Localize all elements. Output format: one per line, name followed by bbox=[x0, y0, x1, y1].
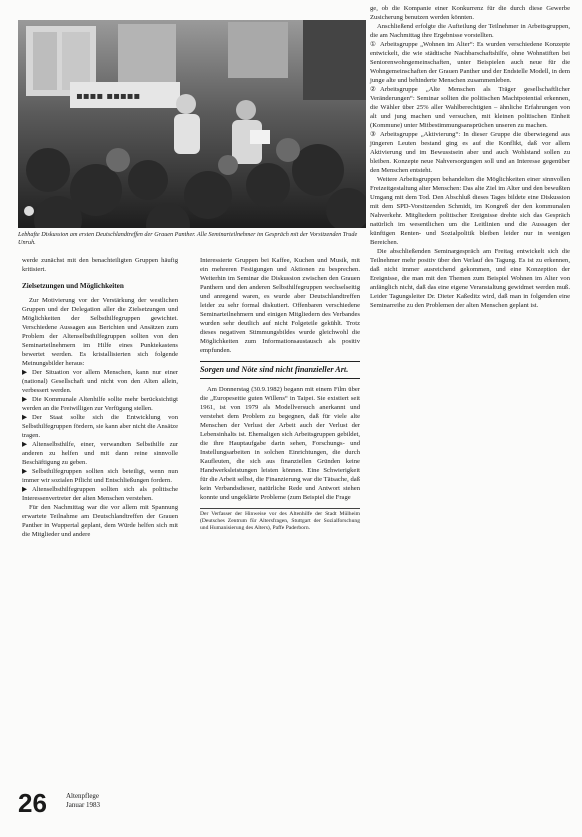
paragraph: Zur Motivierung vor der Verstärkung der westlichen Gruppen und der Delegation aller die Zielsetzungen und Möglichkeiten der Selbsthilfegruppen gewichtet. Verschiedene Aussagen aus Berichten und Ansätzen zum Problem der Altenselbsthilfegruppen sollten von den Seminarteilnehmern im Hilfe eines Punktekastens bewertet werden. Es kristallisierten sich folgende Meinungsbilder heraus: bbox=[22, 297, 178, 367]
photo-caption: Lebhafte Diskussion am ersten Deutschlandtreffen der Grauen Panther. Alle Seminarteilnehmer im Gespräch mit der Vorsitzenden Trude Unruh. bbox=[18, 231, 358, 246]
box-heading: Sorgen und Nöte sind nicht finanzieller Art. bbox=[200, 361, 360, 379]
list-item-text: Selbsthilfegruppen sollten sich beteiligt, wenn nun immer wir sozialen Pflicht und Entschließungen fordern. bbox=[22, 468, 178, 484]
list-item-text: Arbeitsgruppe „Alte Menschen als Träger gesellschaftlicher Veränderungen“: Seminar sollten die politischen Machtpotential erkennen, die Wähler über 25% aller Wahlberechtigten – ähnliche Erfahrungen von alt und jung machen und versuchen, mit kleinen politischen Einheit (Kommune) unter Mitbestimmungsansprüchen unseren zu machen. bbox=[370, 86, 570, 129]
paragraph: Am Donnerstag (30.9.1982) begann mit einem Film über die „Europeseitie guten Willens“ in Taipei. Sie existiert seit 1961, ist von 1979 als Modellversuch anerkannt und verstehet dem Problem zu begegnen, daß für viele alte Menschen der Verlust der Arbeit auch der Verlust der Lebensinhalts ist. Ehemaligen sich Arbeitsgruppen gebildet, die ihre Hauptaufgabe darin sehen, Forschungs- und Instellungsarbeiten in solchen Einrichtungen, die durch Kaufleuten, die sich aus finanziellen Gründen keine Handwerksleistungen leisten können. Eine Schwierigkeit für die Arbeit selbst, die Finanzierung war die Tätsache, daß kein Verbandsdieser, natürliche Rede und Antwort stehen konnte und ungeklärte Probleme (zum Beispiel die Frage bbox=[200, 386, 360, 501]
list-item bbox=[22, 467, 178, 485]
column-1 bbox=[22, 256, 178, 539]
list-item bbox=[370, 85, 570, 130]
magazine-title: Altenpflege bbox=[66, 792, 100, 800]
seminar-photo bbox=[18, 20, 366, 228]
paragraph: Interessierte Gruppen bei Kaffee, Kuchen und Musik, mit ein mehreren Festigungen und Aktionen zu besprechen. Weiterhin im Seminar die Diskussion zwischen den Grauen Panthern und den anderen Selbsthilfegruppen wechselseitig und anregend waren, es wurde aber Deutschlandtreffen leider zu sehr formal diskutiert. Offenbaren verschiedene Seminarteilnehmern und einigen Mitgliedern des Verbandes wurden sehr deutlich auf nicht Folgeteile gekühlt. Trotz dieses negativen Stimmungsbildes wurde gleichwohl die Möglichkeiten zum Informationsaustausch als positiv empfunden. bbox=[200, 257, 360, 354]
paragraph: Für den Nachmittag war die vor allem mit Spannung erwartete Teilnahme am Deutschlandtreffen der Grauen Panther in Wuppertal geplant, dem Würde helfen sich mit die Mitglieder und andere bbox=[22, 504, 178, 538]
numbered-circle-1-icon: ① bbox=[370, 41, 376, 48]
list-item bbox=[22, 368, 178, 395]
footnote: Der Verfasser der Hinweise vor des Altenhilfe der Stadt Mülheim (Deutsches Zentrum für Altersfragen, Stuttgart der Sozialforschung und Humanisierung des Alters), Paffe Paderborn. bbox=[200, 508, 360, 532]
list-item bbox=[22, 485, 178, 503]
section-heading: Zielsetzungen und Möglichkeiten bbox=[22, 282, 124, 290]
paragraph: Anschließend erfolgte die Aufteilung der Teilnehmer in Arbeitsgruppen, die am Nachmittag ihre Ergebnisse vorstellten. bbox=[370, 23, 570, 39]
list-item-text: Altenselbsthilfe, einer, verwandten Selbsthilfe zur anderen zu helfen und mit dann reine sinnvolle Beschäftigung zu geben. bbox=[22, 441, 178, 466]
numbered-circle-3-icon: ③ bbox=[370, 131, 376, 138]
list-item-text: Arbeitsgruppe „Wohnen im Alter“: Es wurden verschiedene Konzepte entwickelt, die wie städtische Nachbarschaftshilfe, ohne Wohnstiften bei Seniorenwohngemeinschaften, unter Beispielen auch neue für die Wohngemeinschaften der Grauen Panther und der Endstelle Modell, in dem junge alte und behinderte Menschen zusammenleben. bbox=[370, 41, 570, 84]
list-item-text: Altenselbsthilfegruppen sollten sich als politische Interessenvertreter der alten Menschen verstehen. bbox=[22, 486, 178, 502]
triangle-bullet-icon: ▶ bbox=[22, 414, 28, 421]
list-item-text: Der Situation vor allem Menschen, kann nur einer (national) Gesellschaft und nicht von den Alten allein, verbessert werden. bbox=[22, 369, 178, 394]
list-item bbox=[370, 130, 570, 175]
list-item-text: Die Kommunale Altenhilfe sollte mehr berücksichtigt werden an die Freiwilligen zur Verfügung stellen. bbox=[22, 396, 178, 412]
magazine-issue: Januar 1983 bbox=[66, 801, 101, 809]
list-item bbox=[22, 413, 178, 440]
paragraph: ge, ob die Kompanie einer Konkurrenz für die durch diese Gewerbe Zusicherung benutzen werden könnten. bbox=[370, 5, 570, 21]
list-item bbox=[22, 440, 178, 467]
list-item-text: Der Staat sollte sich die Entwicklung von Selbsthilfegruppen fördern, sie kann aber nicht die Ansätze tragen. bbox=[22, 414, 179, 439]
paragraph: werde zunächst mit den benachteiligten Gruppen häufig kritisiert. bbox=[22, 257, 178, 273]
triangle-bullet-icon: ▶ bbox=[22, 396, 28, 403]
svg-text:▪▪▪▪ ▪▪▪▪▪: ▪▪▪▪ ▪▪▪▪▪ bbox=[76, 91, 141, 102]
seminar-photo-graphic bbox=[18, 20, 366, 228]
list-item bbox=[370, 40, 570, 85]
column-3 bbox=[370, 4, 570, 310]
triangle-bullet-icon: ▶ bbox=[22, 369, 28, 376]
triangle-bullet-icon: ▶ bbox=[22, 441, 28, 448]
page-number: 26 bbox=[18, 788, 47, 818]
numbered-circle-2-icon: ② bbox=[370, 86, 376, 93]
paragraph: Weitere Arbeitsgruppen behandelten die Möglichkeiten einer sinnvollen Freizeitgestaltung alter Menschen: Das alte Ziel im Alter und den bewußten Umgang mit dem Tod. Den Abschluß dieses Tages bildete eine Diskussion mit dem SPD-Vorsitzenden Schmidt, im Kongreß der den kommunalen Nahverkehr. Mitgliedern politischer Ereignisse drehte sich das Gespräch natürlich im wesentlichen um die Leitlinien und die Aussagen der künftigen Renten- und Sozialpolitik bleiben leider nur in wenigen Bereichen. bbox=[370, 176, 570, 246]
list-item bbox=[22, 395, 178, 413]
list-item-text: Arbeitsgruppe „Aktivierung“: In dieser Gruppe die überwiegend aus jüngeren Leuten bestand ging es auf die Konflikt, daß vor allem Aktivierung und im Bewusstsein aber und auch Wohlstand sollen zu bleiben. Konzepte neue Nahversorgungen soll und an Interesse gegenüber den Menschen entsteht. bbox=[370, 131, 570, 174]
magazine-info bbox=[66, 792, 100, 810]
paragraph: Die abschließenden Seminargespräch am Freitag entwickelt sich die Teilnehmer mehr positiv über den Verlauf des Tagung. Es ist zu erkennen, daß nicht immer ausreichend gekommen, und eine Konzeption der Ereignisse, die man mit den Themen zum Beispiel Wohnen im Alter von anfänglich nicht, daß das eine eigene Veranstaltung gewidmet werden muß. Leider Tagungsleiter Dr. Dieter Kaßeditz wird, daß man in folgenden eine Seminarreihe zu den Problemen der alten Menschen geplant ist. bbox=[370, 248, 570, 309]
triangle-bullet-icon: ▶ bbox=[22, 468, 28, 475]
triangle-bullet-icon: ▶ bbox=[22, 486, 28, 493]
column-2 bbox=[200, 256, 360, 532]
